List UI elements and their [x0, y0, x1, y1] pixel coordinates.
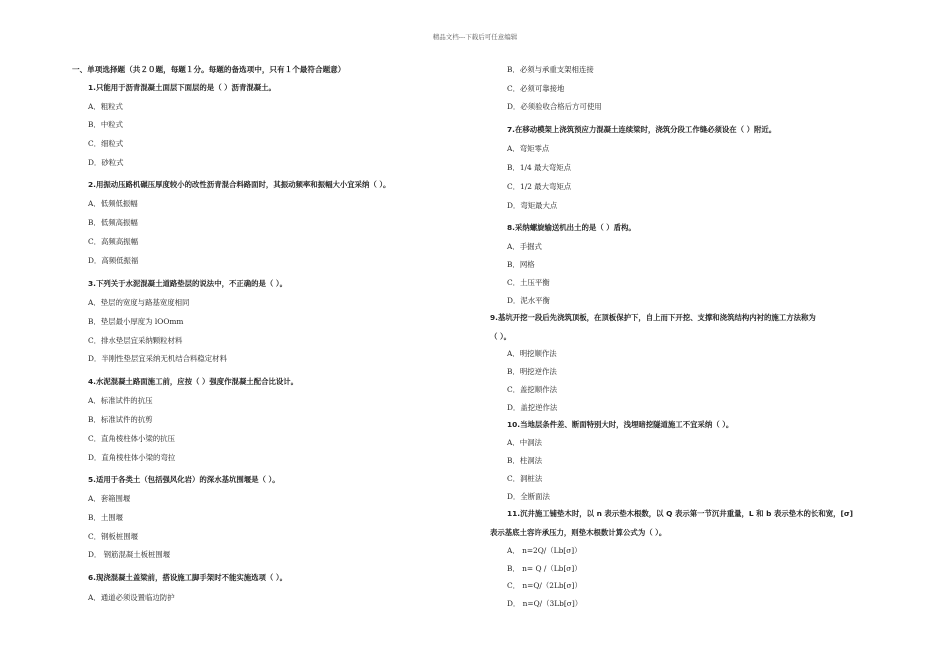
option-text: C．直角棱柱体小梁的抗压: [88, 434, 175, 443]
option-text: B．土围堰: [88, 513, 123, 522]
option-text: B．柱洞法: [507, 456, 542, 465]
option-text: B．网格: [507, 260, 535, 269]
option-text: D．必须验收合格后方可使用: [507, 102, 602, 111]
question-text: （ ）。: [490, 332, 512, 341]
option-text: A．手掘式: [507, 242, 542, 251]
question-text: 9.基坑开挖一段后先浇筑顶板，在顶板保护下，自上而下开挖、支撑和浇筑结构内衬的施工方法称为: [490, 313, 816, 322]
section-title: 一、单项选择题（共２０题，每题１分。每题的备选项中，只有１个最符合题意）: [72, 65, 346, 74]
option-text: B．明挖逆作法: [507, 367, 557, 376]
option-text: D．全断面法: [507, 492, 550, 501]
question-text: 7.在移动模架上浇筑预应力混凝土连续梁时，浇筑分段工作缝必须设在（ ）附近。: [507, 125, 777, 134]
option-text: B．垫层最小厚度为 lOOmm: [88, 317, 184, 326]
option-text: D．半刚性垫层宜采纳无机结合料稳定材料: [88, 354, 227, 363]
option-text: A．明挖顺作法: [507, 349, 557, 358]
option-text: B．1/4 最大弯矩点: [507, 163, 572, 172]
option-text: C．盖挖顺作法: [507, 385, 557, 394]
option-text: B．中粒式: [88, 120, 123, 129]
question-text: 1.只能用于沥青混凝土面层下面层的是（ ）沥青混凝土。: [88, 83, 276, 92]
option-text: D．砂粒式: [88, 158, 124, 167]
option-text: A．低频低振幅: [88, 199, 138, 208]
option-text: B． n= Q /（Lb[σ]）: [507, 564, 582, 573]
question-text: 10.当地层条件差、断面特别大时，浅埋暗挖隧道施工不宜采纳（ ）。: [507, 420, 734, 429]
option-text: B．标准试件的抗剪: [88, 415, 153, 424]
option-text: A．通道必须设置临边防护: [88, 593, 175, 602]
option-text: D．弯矩最大点: [507, 201, 558, 210]
question-text: 2.用振动压路机碾压厚度较小的改性沥青混合料路面时，其振动频率和振幅大小宜采纳（ ）。: [88, 180, 391, 189]
option-text: C．土压平衡: [507, 278, 550, 287]
option-text: A．中洞法: [507, 438, 542, 447]
option-text: B．低频高振幅: [88, 218, 138, 227]
option-text: B．必须与承重支架相连接: [507, 65, 594, 74]
option-text: D．盖挖逆作法: [507, 403, 558, 412]
option-text: A．标准试件的抗压: [88, 396, 153, 405]
question-text: 表示基底土容许承压力，则垫木根数计算公式为（ ）。: [490, 528, 667, 537]
option-text: D．泥水平衡: [507, 296, 550, 305]
question-text: 8.采纳螺旋输送机出土的是（ ）盾构。: [507, 223, 636, 232]
option-text: A．套箱围堰: [88, 494, 131, 503]
question-text: 4.水泥混凝土路面施工前，应按（ ）强度作混凝土配合比设计。: [88, 377, 299, 386]
option-text: D． 钢筋混凝土板桩围堰: [88, 550, 171, 559]
question-text: 3.下列关于水泥混凝土道路垫层的说法中，不正确的是（ ）。: [88, 279, 287, 288]
option-text: C．细粒式: [88, 139, 124, 148]
question-text: 5.适用于各类土（包括强风化岩）的深水基坑围堰是（ ）。: [88, 475, 280, 484]
option-text: A． n=2Q/（Lb[σ]）: [507, 546, 582, 555]
option-text: C．钢板桩围堰: [88, 532, 138, 541]
option-text: C．洞桩法: [507, 474, 543, 483]
option-text: C．必须可靠接地: [507, 84, 565, 93]
option-text: C．1/2 最大弯矩点: [507, 182, 572, 191]
option-text: C．高频高振幅: [88, 237, 138, 246]
option-text: D． n=Q/（3Lb[σ]）: [507, 599, 583, 608]
option-text: A．弯矩零点: [507, 144, 550, 153]
option-text: C．排水垫层宜采纳颗粒材料: [88, 336, 183, 345]
option-text: C． n=Q/（2Lb[σ]）: [507, 581, 582, 590]
option-text: A．垫层的宽度与路基宽度相同: [88, 298, 190, 307]
option-text: D．高频低振福: [88, 256, 139, 265]
question-text: 6.现浇混凝土盖梁前，搭设施工脚手架时不能实施选项（ ）。: [88, 573, 287, 582]
option-text: A．粗粒式: [88, 102, 123, 111]
page-header: 精品文档---下载后可任意编辑: [432, 33, 518, 41]
option-text: D．直角棱柱体小梁的弯拉: [88, 453, 176, 462]
question-text: 11.沉井施工铺垫木时，以 n 表示垫木根数，以 Q 表示第一节沉井重量，L 和 b 表示垫木的长和宽，[σ]: [507, 509, 854, 518]
